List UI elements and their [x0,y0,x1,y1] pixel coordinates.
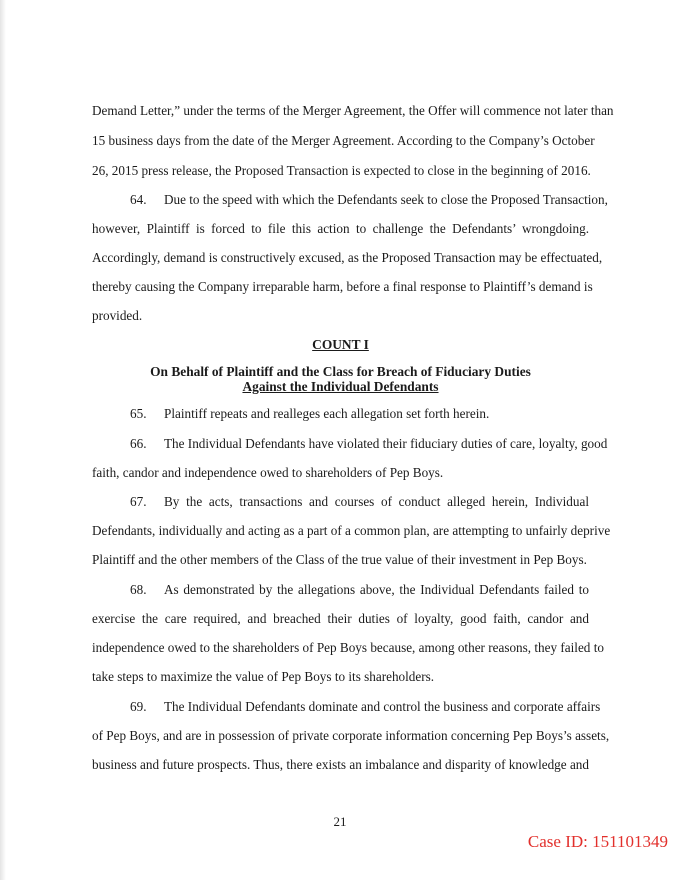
paragraph-line: provided. [92,308,143,323]
count-title: COUNT I [312,337,369,352]
paragraph-line: faith, candor and independence owed to shareholders of Pep Boys. [92,465,444,480]
paragraph-text: As demonstrated by the allegations above, the Individual Defendants failed to [164,582,589,597]
paragraph-line: 26, 2015 press release, the Proposed Transaction is expected to close in the beginning of 2016. [92,163,591,178]
paragraph-line: 15 business days from the date of the Merger Agreement. According to the Company’s October [92,133,595,148]
paragraph-64-first-line [130,192,608,208]
paragraph-number: 64. [130,192,147,207]
paragraph-65 [130,406,589,422]
page-number: 21 [333,814,347,829]
paragraph-text: By the acts, transactions and courses of conduct alleged herein, Individual [164,494,589,509]
paragraph-number: 66. [130,436,147,451]
paragraph-line: independence owed to the shareholders of Pep Boys because, among other reasons, they failed to [92,640,604,655]
paragraph-line: Defendants, individually and acting as a part of a common plan, are attempting to unfairly deprive [92,523,611,538]
paragraph-number: 69. [130,699,147,714]
paragraph-line: however, Plaintiff is forced to file this action to challenge the Defendants’ wrongdoing. [92,221,589,236]
paragraph-line: of Pep Boys, and are in possession of private corporate information concerning Pep Boys’s assets, [92,728,610,743]
paragraph-number: 65. [130,406,147,421]
paragraph-line: Plaintiff and the other members of the Class of the true value of their investment in Pep Boys. [92,552,587,567]
paragraph-line: thereby causing the Company irreparable harm, before a final response to Plaintiff’s demand is [92,279,593,294]
count-heading-line-2: Against the Individual Defendants [242,379,439,394]
paragraph-line: take steps to maximize the value of Pep Boys to its shareholders. [92,669,435,684]
paragraph-text: The Individual Defendants dominate and control the business and corporate affairs [164,699,601,714]
scan-edge-shadow [0,0,6,880]
count-heading-line-1: On Behalf of Plaintiff and the Class for Breach of Fiduciary Duties [150,364,531,379]
case-id-stamp: Case ID: 151101349 [527,832,668,851]
paragraph-number: 67. [130,494,147,509]
paragraph-67-first-line [130,494,589,510]
paragraph-line: exercise the care required, and breached their duties of loyalty, good faith, candor and [92,611,589,626]
paragraph-text: Due to the speed with which the Defendants seek to close the Proposed Transaction, [164,192,608,207]
paragraph-text: The Individual Defendants have violated their fiduciary duties of care, loyalty, good [164,436,608,451]
paragraph-text: Plaintiff repeats and realleges each allegation set forth herein. [164,406,490,421]
paragraph-68-first-line [130,582,589,598]
paragraph-line: Accordingly, demand is constructively excused, as the Proposed Transaction may be effectuated, [92,250,603,265]
paragraph-number: 68. [130,582,147,597]
paragraph-line: business and future prospects. Thus, there exists an imbalance and disparity of knowledge and [92,757,589,772]
paragraph-line: Demand Letter,” under the terms of the Merger Agreement, the Offer will commence not later than [92,103,614,118]
paragraph-66-first-line [130,436,608,452]
paragraph-69-first-line [130,699,601,715]
